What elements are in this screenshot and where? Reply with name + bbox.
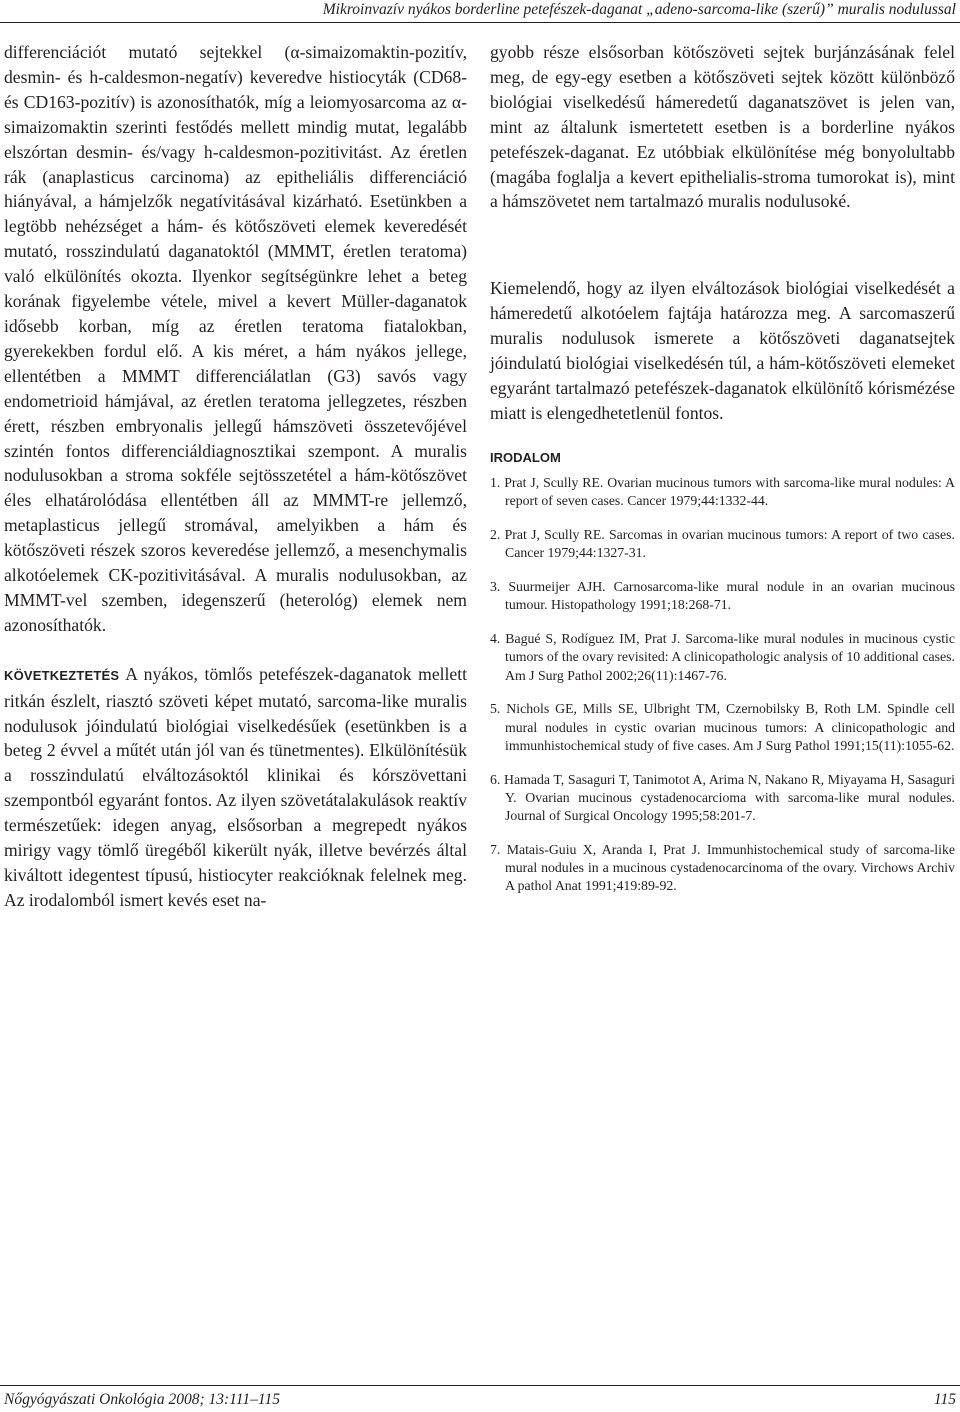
right-column — [490, 40, 955, 894]
journal-citation: Nőgyógyászati Onkológia 2008; 13:111–115 — [4, 1391, 280, 1408]
body-paragraph: gyobb része elsősorban kötőszöveti sejtek burjánzásának felel meg, de egy-egy esetben a kötőszöveti sejtek között különböző biológiai viselkedésű hámeredetű daganatszövet is jelen van, mint az általunk ismertetett esetben is a borderline nyákos petefészek-daganat. Ez utóbbiak elkülönítése még bonyolultabb (magába foglalja a kevert epithelialis-stroma tumorokat is), mint a hámszövetet nem tartalmazó muralis nodulusoké. — [490, 42, 955, 212]
page-number: 115 — [933, 1391, 956, 1408]
page-footer — [0, 1385, 960, 1412]
body-paragraph: differenciációt mutató sejtekkel (α-simaizomaktin-pozitív, desmin- és h-caldesmon-negatív) keveredve histiocyták (CD68- és CD163-pozitív) is azonosíthatók, míg a leiomyosarcoma az α-simaizomaktin szerinti festődés mellett mindig mutat, legalább elszórtan desmin- és/vagy h-caldesmon-pozitivitást. Az éretlen rák (anaplasticus carcinoma) az epitheliális differenciáció hiányával, a hámjelzők negatívitásával kizárható. Esetünkben a legtöbb nehézséget a hám- és kötőszöveti elemek keveredését mutató, rosszindulatú daganatoktól (MMMT, éretlen teratoma) való elkülönítés okozta. Ilyenkor segítségünkre lehet a beteg korának figyelembe vétele, mivel a kevert Müller-daganatok idősebb korban, míg az éretlen teratoma fiatalokban, gyerekekben fordul elő. A kis méret, a hám nyákos jellege, ellentétben a MMMT differenciálatlan (G3) savós vagy endometrioid hámjával, az éretlen teratoma jellegzetes, részben érett, részben embryonalis jellegű hámszöveti összetevőjével szintén fontos differenciáldiagnosztikai szempont. A muralis nodulusokban a stroma sokféle sejtösszetétel a hám-kötőszövet éles elhatárolódása ellentétben áll az MMMT-re jellemző, metaplasticus jellegű stromával, amelyikben a hám és kötőszöveti részek szoros keveredése jellemző, a mesenchymalis alkotóelemek CK-pozitivitásával. A muralis nodulusokban, az MMMT-vel szemben, idegenszerű (heterológ) elemek nem azonosíthatók. — [4, 42, 467, 635]
reference-item: 4. Bagué S, Rodíguez IM, Prat J. Sarcoma-like mural nodules in mucinous cystic tumors of the ovary revisited: A clinicopathologic analysis of 10 additional cases. Am J Surg Pathol 2002;26(11):1467-76. — [490, 630, 955, 683]
references-list — [490, 474, 955, 911]
running-head — [0, 0, 960, 23]
references-heading: IRODALOM — [490, 450, 561, 465]
reference-item: 2. Prat J, Scully RE. Sarcomas in ovarian mucinous tumors: A report of two cases. Cancer 1979;44:1327-31. — [490, 526, 955, 561]
left-column — [4, 40, 467, 913]
reference-item: 1. Prat J, Scully RE. Ovarian mucinous tumors with sarcoma-like mural nodules: A report of seven cases. Cancer 1979;44:1332-44. — [490, 475, 955, 509]
reference-item: 5. Nichols GE, Mills SE, Ulbright TM, Czernobilsky B, Roth LM. Spindle cell mural nodules in cystic ovarian mucinous tumors: A clinicopathologic and immunhistochemical study of five cases. Am J Surg Pathol 1991;15(11):1055-62. — [490, 701, 955, 753]
body-paragraph: Kiemelendő, hogy az ilyen elváltozások biológiai viselkedését a hámeredetű alkotóelem fajtája határozza meg. A sarcomaszerű muralis nodulusok ismerete a kötőszöveti daganatsejtek jóindulatú biológiai viselkedésén túl, a hám-kötőszöveti elemeket egyaránt tartalmazó petefészek-daganatok elkülönítő kórismézése miatt is elengedhetetlenül fontos. — [490, 278, 955, 423]
conclusion-paragraph — [4, 662, 467, 913]
conclusion-text: A nyákos, tömlős petefészek-daganatok mellett ritkán észlelt, riasztó szöveti képet mutató, sarcoma-like muralis nodulusok jóindulatú biológiai viselkedésűek (esetünkben is a beteg 2 évvel a műtét után jól van és tünetmentes). Elkülönítésük a rosszindulatú elváltozásoktól klinikai és kórszövettani szempontból egyaránt fontos. Az ilyen szövetátalakulások reaktív természetűek: idegen anyag, elsősorban a megrepedt nyákos mirigy vagy tömlő üregéből kikerült nyák, illetve bevérzés által kiváltott idegentest típusú, histiocyter reakcióknak felelnek meg. Az irodalomból ismert kevés eset na- — [4, 663, 467, 910]
running-head-title: Mikroinvazív nyákos borderline petefészek-daganat „adeno-sarcoma-like (szerű)” muralis nodulussal — [322, 1, 956, 18]
reference-item: 7. Matais-Guiu X, Aranda I, Prat J. Immunhistochemical study of sarcoma-like mural nodules in a mucinous cystadenocarcinoma of the ovary. Virchows Archiv A pathol Anat 1991;419:89-92. — [490, 841, 955, 894]
reference-item: 3. Suurmeijer AJH. Carnosarcoma-like mural nodule in an ovarian mucinous tumour. Histopathology 1991;18:268-71. — [490, 578, 955, 613]
reference-item: 6. Hamada T, Sasaguri T, Tanimotot A, Arima N, Nakano R, Miyayama H, Sasaguri Y. Ovarian mucinous cystadenocarcioma with sarcoma-like mural nodules. Journal of Surgical Oncology 1995;58:201-7. — [490, 771, 955, 824]
conclusion-heading: KÖVETKEZTETÉS — [4, 667, 120, 683]
